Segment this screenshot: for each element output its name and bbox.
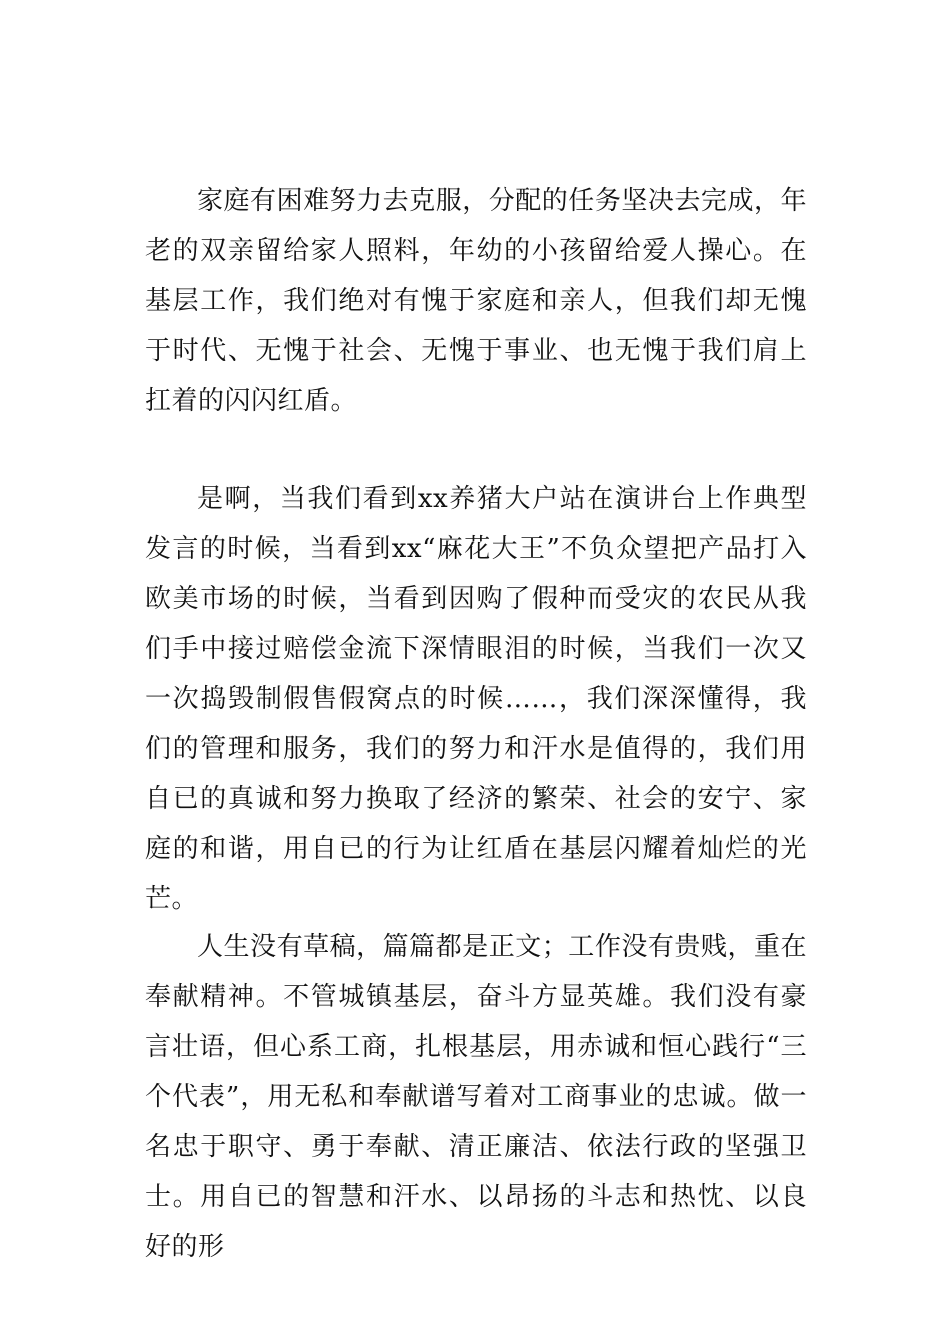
paragraph-1: 家庭有困难努力去克服，分配的任务坚决去完成，年老的双亲留给家人照料，年幼的小孩留给爱人操心。在基层工作，我们绝对有愧于家庭和亲人，但我们却无愧于时代、无愧于社会、无愧于事业、也无愧于我们肩上扛着的闪闪红盾。 [145,186,807,416]
paragraph-2: 是啊，当我们看到xx养猪大户站在演讲台上作典型发言的时候，当看到xx“麻花大王”不负众望把产品打入欧美市场的时候，当看到因购了假种而受灾的农民从我们手中接过赔偿金流下深情眼泪的时候，当我们一次又一次捣毁制假售假窝点的时候……，我们深深懂得，我们的管理和服务，我们的努力和汗水是值得的，我们用自已的真诚和努力换取了经济的繁荣、社会的安宁、家庭的和谐，用自已的行为让红盾在基层闪耀着灿烂的光芒。 [145,484,807,914]
paragraph-3: 人生没有草稿，篇篇都是正文；工作没有贵贱，重在奉献精神。不管城镇基层，奋斗方显英雄。我们没有豪言壮语，但心系工商，扎根基层，用赤诚和恒心践行“三个代表”，用无私和奉献谱写着对工商事业的忠诚。做一名忠于职守、勇于奉献、清正廉洁、依法行政的坚强卫士。用自已的智慧和汗水、以昂扬的斗志和热忱、以良好的形 [145,932,807,1262]
